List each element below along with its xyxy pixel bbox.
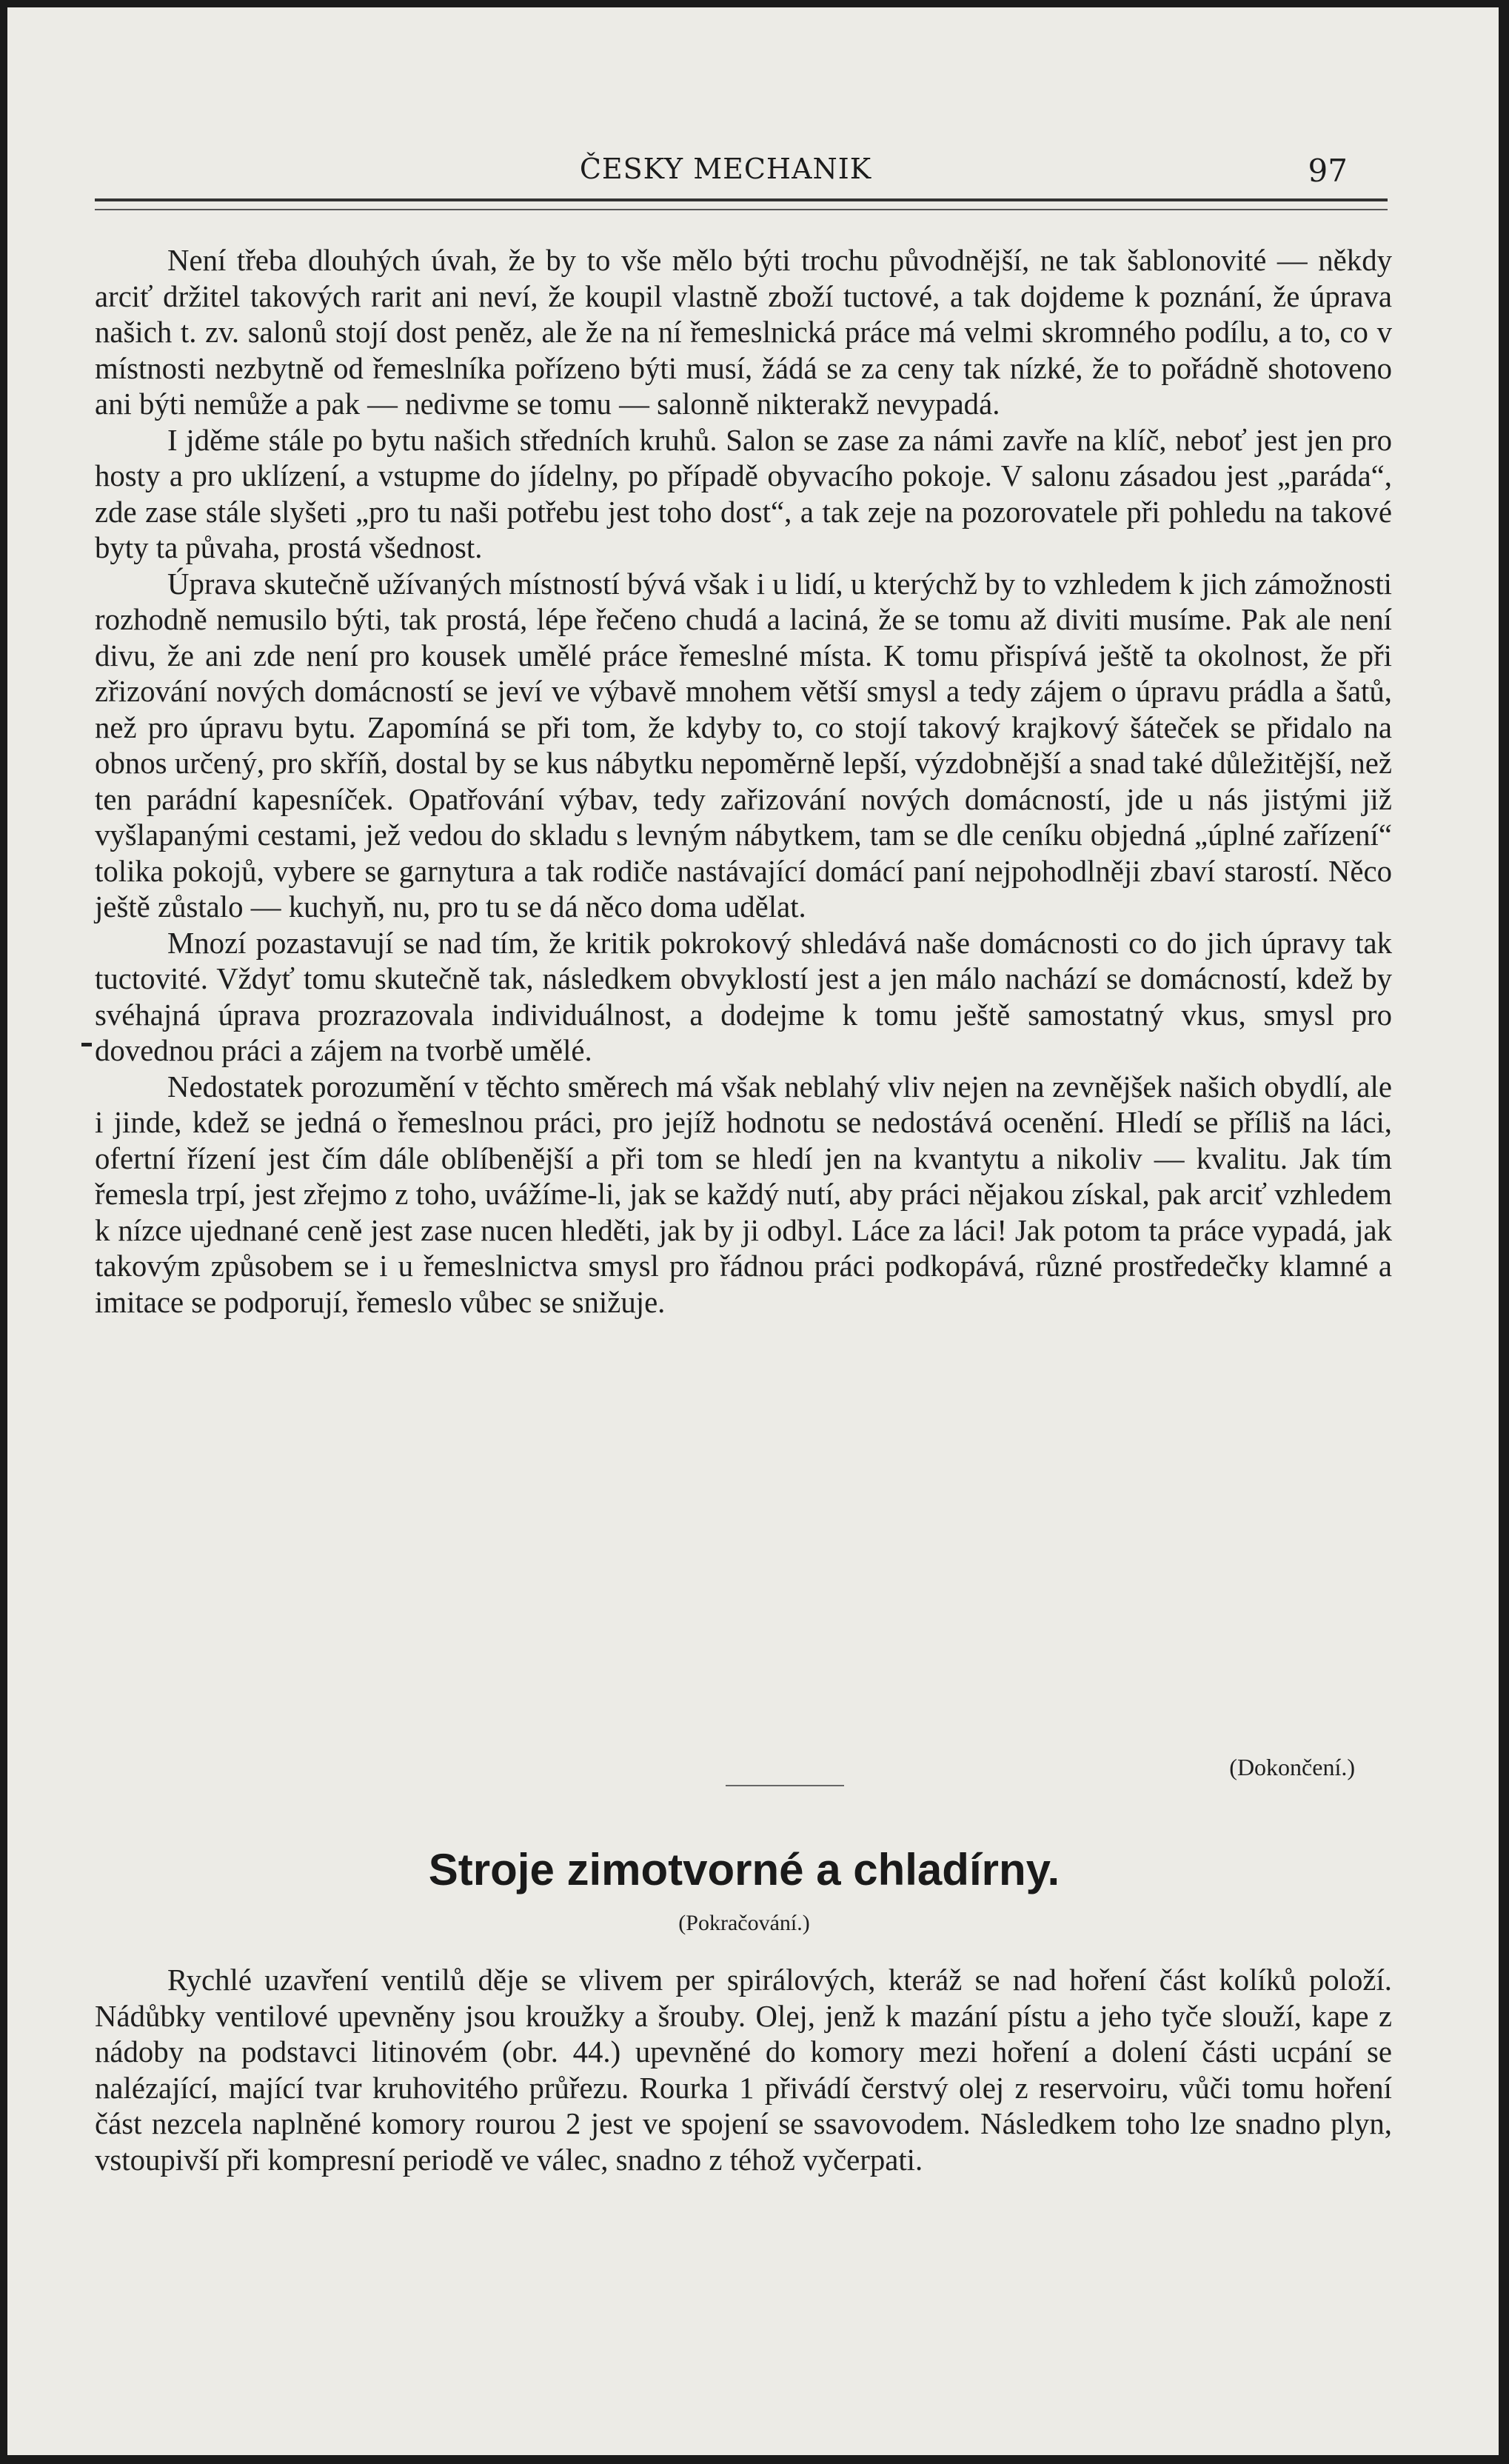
paragraph: I jděme stále po bytu našich středních kruhů. Salon se zase za námi zavře na klíč, neboť jest jen pro hosty a pro uklízení, a vstupme do jídelny, po případě obyvacího pokoje. V salonu zásadou jest „paráda“, zde zase stále slyšeti „pro tu naši potřebu jest toho dost“, a tak zeje na pozorovatele při pohledu na takové byty ta půvaha, prostá všednost. [95,423,1392,564]
paragraph: Úprava skutečně užívaných místností bývá však i u lidí, u kterýchž by to vzhledem k jich zámožnosti rozhodně nemusilo býti, tak prostá, lépe řečeno chudá a laciná, že se tomu až diviti musíme. Pak ale není divu, že ani zde není pro kousek umělé práce řemeslné místa. K tomu přispívá ještě ta okolnost, že při zřizování nových domácností se jeví ve výbavě mnohem větší smysl a tedy zájem o úpravu prádla a šatů, než pro úpravu bytu. Zapomíná se při tom, že kdyby to, co stojí takový krajkový šáteček se přidalo na obnos určený, pro skříň, dostal by se kus nábytku nepoměrně lepší, výzdobnější a snad také důležitější, než ten parádní kapesníček. Opatřování výbav, tedy zařizování nových domácností, jde u nás jistými již vyšlapanými cestami, jež vedou do skladu s levným nábytkem, tam se dle ceníku objedná „úplné zařízení“ tolika pokojů, vybere se garnytura a tak rodiče nastávající domácí paní nejpohodlněji zbaví starostí. Něco ještě zůstalo — kuchyň, nu, pro tu se dá něco doma udělat. [95,567,1392,924]
article-body [95,243,1392,1321]
section-title: Stroje zimotvorné a chladírny. [428,1845,1060,1894]
paragraph: Mnozí pozastavují se nad tím, že kritik pokrokový shledává naše domácnosti co do jich úpravy tak tuctovité. Vždyť tomu skutečně tak, následkem obvyklostí jest a jen málo nachází se domácností, kdež by svéhajná úprava prozrazovala individuálnost, a dodejme k tomu ještě samostatný vkus, smysl pro dovednou práci a zájem na tvorbě umělé. [95,926,1392,1067]
paragraph: Není třeba dlouhých úvah, že by to vše mělo býti trochu původnější, ne tak šablonovité — někdy arciť držitel takových rarit ani neví, že koupil vlastně zboží tuctové, a tak dojdeme k poznání, že úprava našich t. zv. salonů stojí dost peněz, ale že na ní řemeslnická práce má velmi skromného podílu, a to, co v místnosti nezbytně od řemeslníka pořízeno býti musí, žádá se za ceny tak nízké, že to pořádně shotoveno ani býti nemůže a pak — nedivme se tomu — salonně nikterakž nevypadá. [95,244,1392,421]
margin-mark [81,1043,92,1046]
page-number: 97 [1308,153,1348,189]
section-subtitle: (Pokračování.) [678,1911,810,1935]
signoff: (Dokončení.) [1229,1754,1355,1780]
paragraph: Nedostatek porozumění v těchto směrech má však neblahý vliv nejen na zevnějšek našich obydlí, ale i jinde, kdež se jedná o řemeslnou práci, pro jejíž hodnotu se nedostává ocenění. Hledí se příliš na láci, ofertní řízení jest čím dále oblíbenější a při tom se hledí jen na kvantytu a nikoliv — kvalitu. Jak tím řemesla trpí, jest zřejmo z toho, uvážíme-li, jak se každý nutí, aby práci nějakou získal, pak arciť vzhledem k nízce ujednané ceně jest zase nucen hleděti, jak by ji odbyl. Láce za láci! Jak potom ta práce vypadá, jak takovým způsobem se i u řemeslnictva smysl pro řádnou práci podkopává, různé prostředečky klamné a imitace se podporují, řemeslo vůbec se snižuje. [95,1069,1392,1319]
running-header [96,153,1355,197]
header-rule-thick [95,198,1388,201]
section-divider [726,1785,844,1786]
running-title: ČESKY MECHANIK [579,153,872,185]
header-rule-thin [95,209,1388,210]
page [7,7,1499,2455]
section-body [95,1963,1392,2178]
paragraph: Rychlé uzavření ventilů děje se vlivem per spirálových, kteráž se nad hoření část kolíků položí. Nádůbky ventilové upevněny jsou kroužky a šrouby. Olej, jenž k mazání pístu a jeho tyče slouží, kape z nádoby na podstavci litinovém (obr. 44.) upevněné do komory mezi hoření a dolení části ucpání se nalézající, mající tvar kruhovitého průřezu. Rourka 1 přivádí čerstvý olej z reservoiru, vůči tomu hoření část nezcela naplněné komory rourou 2 jest ve spojení se ssavovodem. Následkem toho lze snadno plyn, vstoupivší při kompresní periodě ve válec, snadno z téhož vyčerpati. [95,1963,1392,2177]
